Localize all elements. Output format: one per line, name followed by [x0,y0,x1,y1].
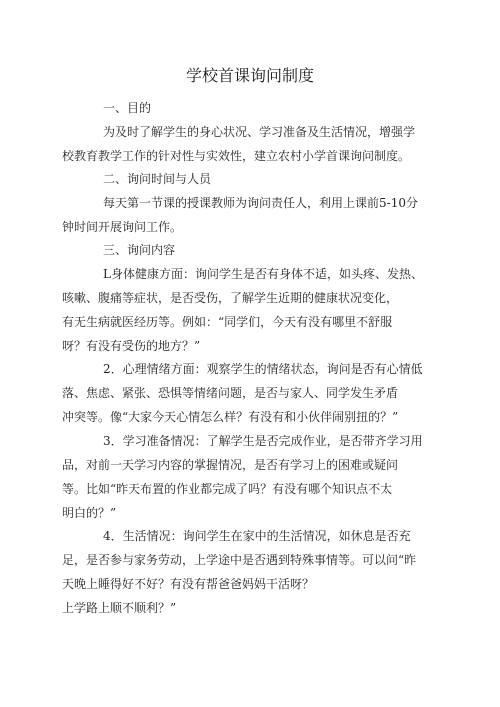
paragraph-line: 校教育教学工作的针对性与实效性，建立农村小学首课询问制度。 [62,149,411,163]
paragraph-line: 冲突等。像“大家今天心情怎么样？有没有和小伙伴闹别扭的？” [62,410,399,424]
paragraph-line: 呀？有没有受伤的地方？” [62,339,201,353]
section-heading-time-people: 二、询问时间与人员 [103,172,212,186]
section-heading-purpose: 一、目的 [103,101,152,115]
paragraph-line: 2．心理情绪方面：观察学生的情绪状态，询问是否有心情低 [103,362,423,376]
paragraph-line: 等。比如“昨天布置的作业都完成了吗？有没有哪个知识点不太 [62,482,393,496]
paragraph-line: 咳嗽、腹痛等症状，是否受伤，了解学生近期的健康状况变化， [62,291,399,305]
paragraph-line: 天晚上睡得好不好？有没有帮爸爸妈妈干活呀？ [62,577,315,591]
paragraph-line: 4．生活情况：询问学生在家中的生活情况，如休息是否充 [103,529,411,543]
paragraph-line: 为及时了解学生的身心状况、学习准备及生活情况，增强学 [103,125,416,139]
paragraph-line: 上学路上顺不顺利？” [62,601,177,615]
paragraph-line: 落、焦虑、紧张、恐惧等情绪问题，是否与家人、同学发生矛盾 [62,386,399,400]
paragraph-line: 足，是否参与家务劳动，上学途中是否遇到特殊事情等。可以问“昨 [62,553,417,567]
paragraph-line: 有无生病就医经历等。例如：“同学们，今天有没有哪里不舒服 [62,315,393,329]
paragraph-line: 钟时间开展询问工作。 [62,220,183,234]
paragraph-line: 3．学习准备情况：了解学生是否完成作业，是否带齐学习用 [103,434,423,448]
paragraph-line: 明白的？” [62,506,117,520]
paragraph-line: 品，对前一天学习内容的掌握情况，是否有学习上的困难或疑问 [62,458,399,472]
section-heading-content: 三、询问内容 [103,243,176,257]
document-title: 学校首课询问制度 [185,66,314,85]
paragraph-line: L身体健康方面：询问学生是否有身体不适，如头疼、发热、 [103,267,423,281]
paragraph-line: 每天第一节课的授课教师为询问责任人，利用上课前5-10分 [103,196,418,210]
